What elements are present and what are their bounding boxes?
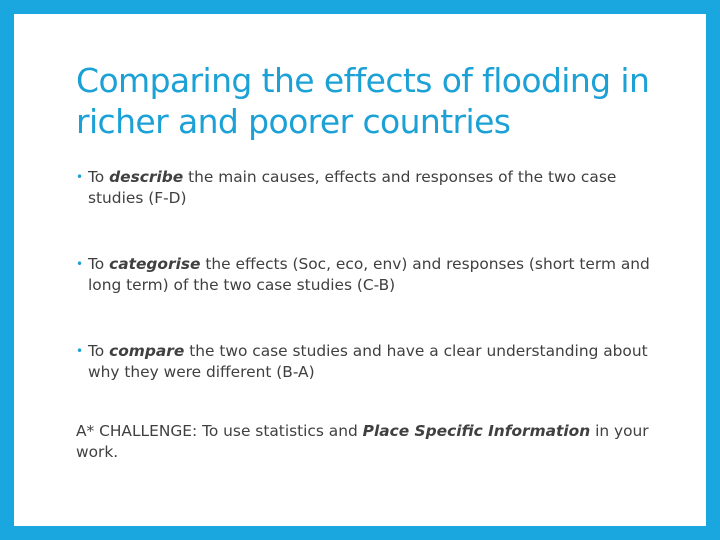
challenge-keyword: Place Specific Information bbox=[362, 422, 591, 440]
bullet-icon: • bbox=[76, 344, 84, 358]
bullet-icon: • bbox=[76, 257, 84, 271]
slide-title: Comparing the effects of flooding in richer and poorer countries bbox=[76, 61, 650, 141]
objective-prefix: To bbox=[88, 342, 105, 360]
challenge-suffix: in your work. bbox=[76, 422, 649, 461]
objective-keyword: describe bbox=[109, 168, 184, 186]
slide bbox=[14, 14, 706, 526]
bullet-icon: • bbox=[76, 170, 84, 184]
objective-keyword: compare bbox=[109, 342, 185, 360]
objective-item bbox=[76, 254, 676, 296]
objective-prefix: To bbox=[88, 255, 105, 273]
objective-keyword: categorise bbox=[109, 255, 201, 273]
objective-text: the two case studies and have a clear understanding about why they were different (B-A) bbox=[88, 342, 648, 381]
objective-item bbox=[76, 167, 676, 209]
challenge-prefix: A* CHALLENGE: To use statistics and bbox=[76, 422, 358, 440]
objective-item bbox=[76, 341, 676, 383]
objective-prefix: To bbox=[88, 168, 105, 186]
challenge-text bbox=[76, 421, 676, 463]
objectives-list bbox=[76, 167, 676, 428]
objective-text: the main causes, effects and responses of the two case studies (F-D) bbox=[88, 168, 617, 207]
objective-text: the effects (Soc, eco, env) and responses (short term and long term) of the two case studies (C-B) bbox=[88, 255, 650, 294]
